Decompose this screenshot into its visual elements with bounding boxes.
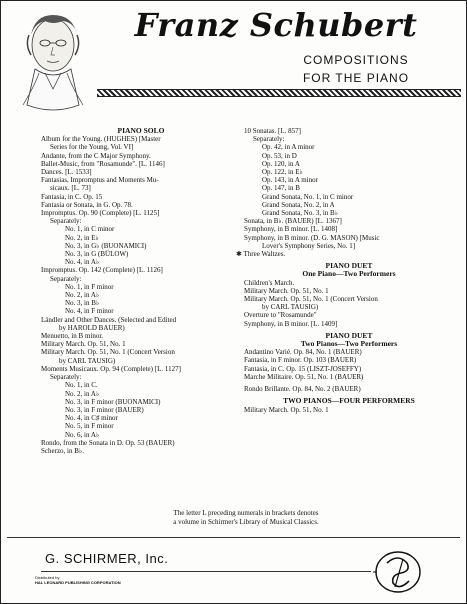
footer-rule [7, 537, 460, 538]
catalog-entry: No. 4, in F minor [65, 307, 114, 316]
catalog-entry: ✱ Three Waltzes. [236, 250, 286, 259]
catalog-entry: by HAROLD BAUER) [59, 323, 125, 332]
distributor-line: HAL LEONARD PUBLISHING CORPORATION [35, 580, 121, 585]
catalog-entry: Rondo Brillante. Op. 84, No. 2 (BAUER) [244, 385, 361, 394]
catalog-entry: Symphony, in B minor. [L. 1408] [244, 225, 338, 234]
catalog-entry: Grand Sonata, No. 2, in A [262, 200, 335, 209]
catalog-entry: No. 3, in F minor (BUONAMICI) [65, 397, 161, 406]
catalog-entry: Fantasia, in C. Op. 15 [41, 192, 103, 201]
catalog-entry: No. 3, in G (BÜLOW) [65, 250, 129, 259]
catalog-entry: Impromptus. Op. 142 (Complete) [L. 1126] [41, 266, 163, 275]
section-heading: PIANO SOLO [117, 127, 165, 135]
catalog-entry: Rondo, from the Sonata in D. Op. 53 (BAUER) [41, 438, 175, 447]
catalog-entry: 10 Sonatas. [L. 857] [244, 127, 301, 135]
catalog-entry: No. 1, in C minor [65, 225, 115, 234]
catalog-entry: Lover's Symphony Series, No. 1] [262, 241, 356, 250]
catalog-entry: No. 6, in A♭ [65, 430, 100, 439]
catalog-entry: by CARL TAUSIG) [262, 303, 319, 312]
star-icon: ✱ [236, 250, 244, 259]
publisher-name: G. SCHIRMER, Inc. [45, 551, 169, 566]
section-heading: Two Pianos—Two Performers [300, 340, 398, 349]
catalog-entry: Sonata, in B♭. (BAUER) [L. 1367] [244, 217, 342, 226]
catalog-entry: No. 3, in G♭ (BUONAMICI) [65, 241, 147, 250]
catalog-entry: Military March. Op. 51, No. 1 [41, 340, 126, 349]
catalog-entry: No. 3, in B♭ [65, 299, 100, 308]
catalog-entry: Op. 42, in A minor [262, 143, 315, 152]
catalog-entry: Children's March. [244, 278, 295, 287]
section-heading: TWO PIANOS—FOUR PERFORMERS [283, 397, 415, 406]
catalog-entry: No. 2, in E♭ [65, 233, 99, 242]
catalog-entry: Album for the Young. (HUGHES) [Master [41, 135, 161, 144]
catalog-entry: No. 1, in F minor [65, 282, 114, 291]
catalog-entry: Scherzo, in B♭. [41, 446, 84, 455]
catalog-entry: Op. 53, in D [262, 151, 297, 160]
catalog-entry: Fantasia or Sonata, in G. Op. 78. [41, 200, 133, 209]
catalog-entry: Symphony, in B minor. [L. 1409] [244, 319, 338, 328]
catalog-entry: Series for the Young, Vol. VI] [50, 143, 134, 152]
catalog-entry: Overture to "Rosamunde" [244, 311, 317, 320]
footnote-line: The letter L preceding numerals in brackets denotes [173, 509, 319, 517]
section-heading: PIANO DUET [325, 331, 373, 340]
catalog-entry: Military March. Op. 51, No. 1 [244, 286, 329, 295]
catalog-entry: Symphony, in B minor. (D. G. MASON) [Music [244, 233, 380, 242]
catalog-entry: Andante, from the C Major Symphony. [41, 151, 151, 160]
right-column [236, 127, 454, 414]
catalog-entry: by CARL TAUSIG) [59, 356, 116, 365]
footnote-line: a volume in Schirmer's Library of Musical Classics. [173, 517, 319, 526]
catalog-entry: Grand Sonata, No. 3, in B♭ [262, 209, 339, 218]
catalog-entry: Menuetto, in B minor. [41, 332, 104, 341]
catalog-entry: Impromptus. Op. 90 (Complete) [L. 1125] [41, 209, 160, 218]
catalog-entry: Grand Sonata, No. 1, in C minor [262, 192, 354, 201]
subtitle-compositions: COMPOSITIONS [303, 53, 409, 67]
catalog-entry: sicaux. [L. 73] [50, 184, 91, 193]
catalog-entry: Separately: [50, 274, 82, 283]
catalog-entry: Op. 120, in A [262, 159, 300, 168]
catalog-entry: Military March. Op. 51, No. 1 [244, 405, 329, 414]
catalog-entry: No. 4, in C♯ minor [65, 414, 118, 423]
catalog-entry: No. 3, in F minor (BAUER) [65, 405, 144, 414]
catalog-entry: Op. 122, in E♭ [262, 168, 303, 177]
section-heading: One Piano—Two Performers [302, 270, 396, 279]
catalog-entry: Ländler and Other Dances. (Selected and Edited [41, 315, 177, 324]
footer-rule [41, 571, 371, 572]
left-column [41, 127, 241, 455]
ornamental-band [97, 89, 461, 97]
section-heading: PIANO DUET [325, 262, 373, 271]
catalog-entry: No. 4, in A♭ [65, 258, 100, 267]
catalog-entry: Op. 147, in B [262, 184, 300, 193]
schubert-portrait [5, 5, 101, 117]
subtitle-for-the-piano: FOR THE PIANO [302, 71, 410, 85]
catalog-entry: No. 1, in C. [65, 381, 98, 390]
catalog-entry: Military March. Op. 51, No. 1 (Concert Version [41, 348, 175, 357]
catalog-entry: Separately: [50, 217, 82, 226]
catalog-entry: Ballet-Music, from "Rosamunde". [L. 1146] [41, 159, 165, 168]
catalog-entry: No. 2, in A♭ [65, 291, 100, 300]
schirmer-monogram-logo [373, 549, 423, 595]
distributor [35, 575, 121, 585]
catalog-entry: Military March. Op. 51, No. 1 (Concert Version [244, 295, 378, 304]
composer-title: Franz Schubert [134, 6, 418, 44]
catalog-entry: Fantasias, Impromptus and Moments Mu- [41, 176, 159, 185]
catalog-entry: Separately: [50, 373, 82, 382]
distributor-line: Distributed by [35, 575, 60, 580]
catalog-entry: Fantasia, in C. Op. 15 (LISZT-JOSEFFY) [244, 364, 362, 373]
footnote [121, 509, 371, 526]
catalog-entry: Separately: [253, 135, 285, 144]
catalog-entry: Fantasia, in F minor. Op. 103 (BAUER) [244, 356, 357, 365]
catalog-entry: Dances. [L. 1533] [41, 168, 92, 177]
catalog-entry: Op. 143, in A minor [262, 176, 319, 185]
catalog-entry: No. 2, in A♭ [65, 389, 100, 398]
catalog-entry: Moments Musicaux. Op. 94 (Complete) [L. 1127] [41, 364, 181, 373]
catalog-entry: No. 5, in F minor [65, 422, 114, 431]
catalog-entry: Marche Militaire. Op. 51, No. 1 (BAUER) [244, 372, 364, 381]
catalog-entry: Andantino Varié. Op. 84, No. 1 (BAUER) [244, 348, 362, 357]
